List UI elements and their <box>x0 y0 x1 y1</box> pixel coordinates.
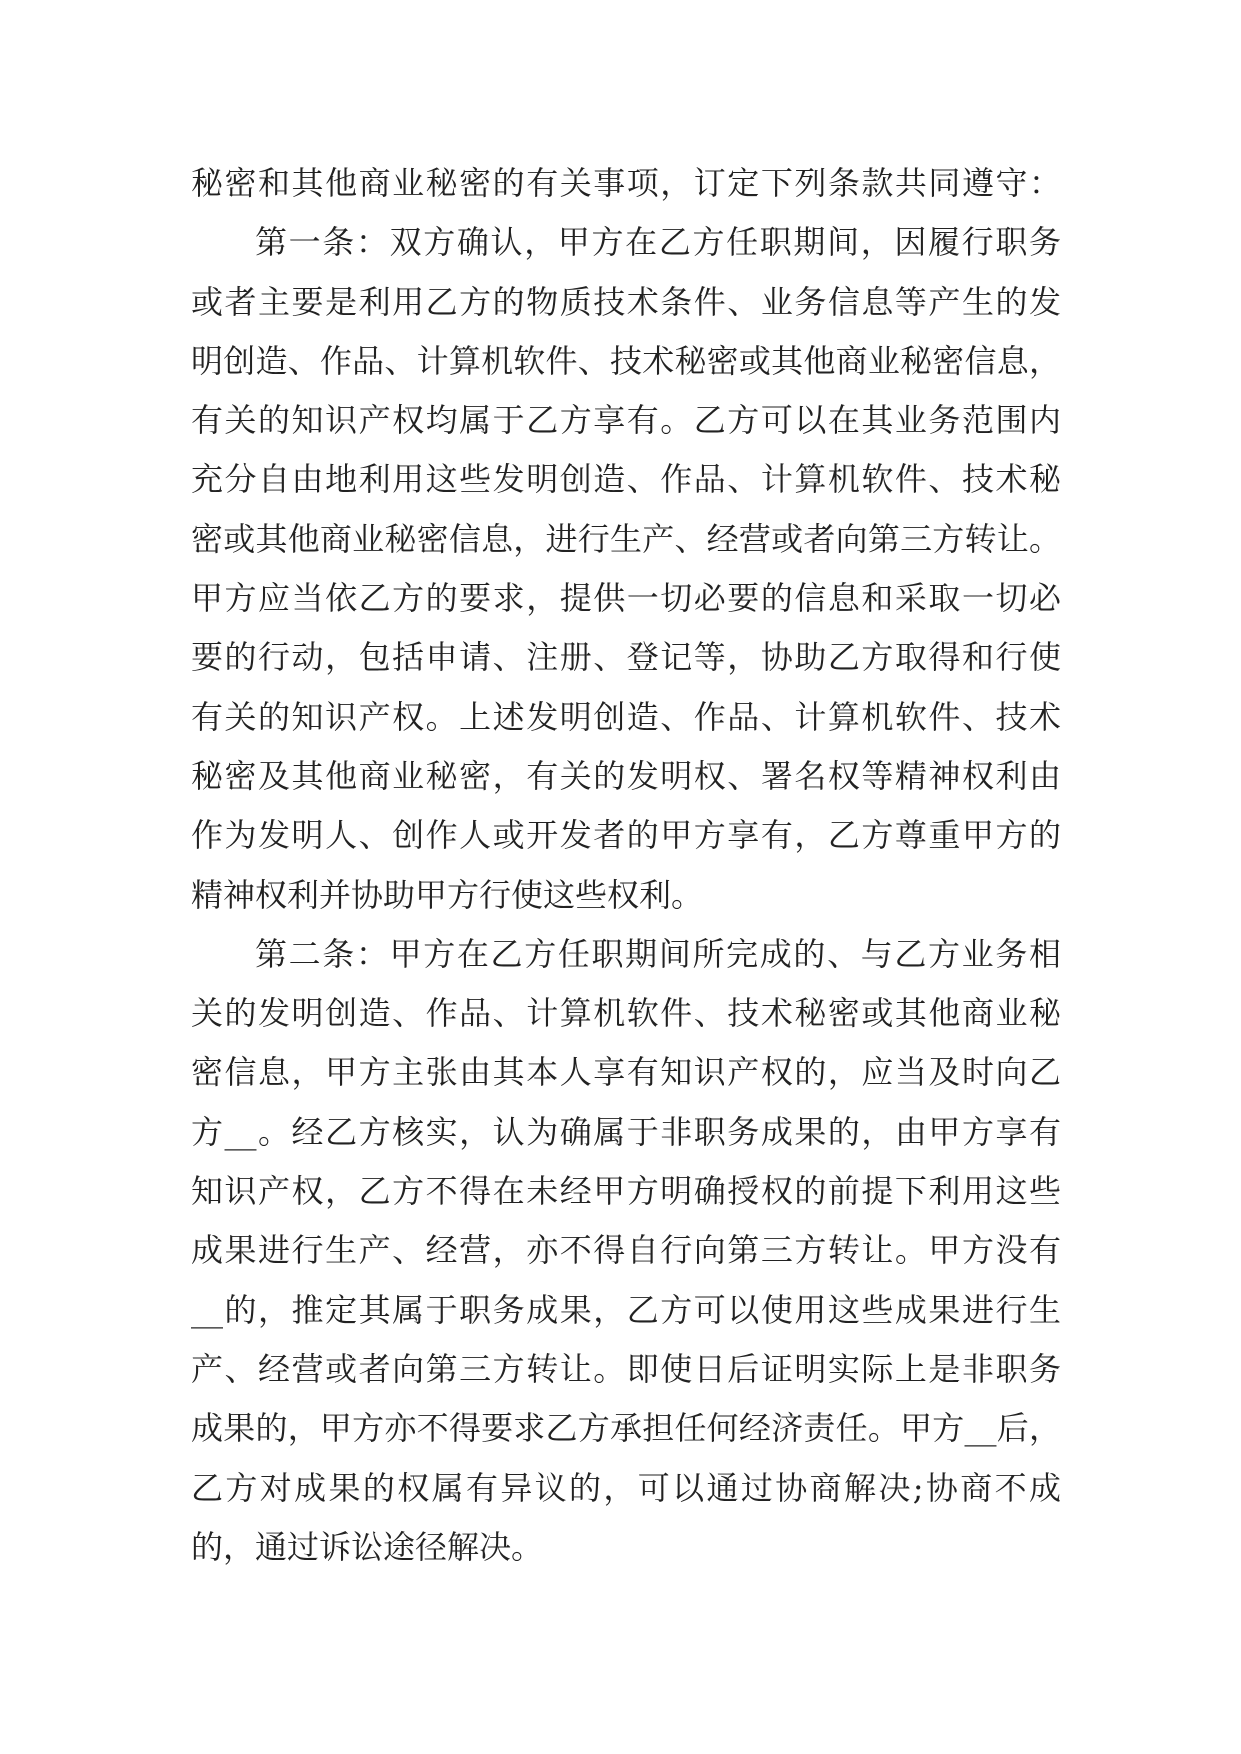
text-line: 密或其他商业秘密信息，进行生产、经营或者向第三方转让。 <box>191 519 1061 558</box>
text-line: 的，通过诉讼途径解决。 <box>191 1527 544 1566</box>
text-line: 充分自由地利用这些发明创造、作品、计算机软件、技术秘 <box>191 460 1061 499</box>
text-line: 甲方应当依乙方的要求，提供一切必要的信息和采取一切必 <box>191 579 1061 618</box>
text-line: 关的发明创造、作品、计算机软件、技术秘密或其他商业秘 <box>191 994 1061 1033</box>
text-line: 明创造、作品、计算机软件、技术秘密或其他商业秘密信息， <box>191 341 1061 380</box>
text-line: 作为发明人、创作人或开发者的甲方享有，乙方尊重甲方的 <box>191 816 1061 855</box>
text-line: __的，推定其属于职务成果，乙方可以使用这些成果进行生 <box>191 1290 1061 1329</box>
text-line: 成果进行生产、经营，亦不得自行向第三方转让。甲方没有 <box>191 1231 1061 1270</box>
text-line: 或者主要是利用乙方的物质技术条件、业务信息等产生的发 <box>191 282 1061 321</box>
document-body <box>191 154 1061 1577</box>
text-line: 有关的知识产权。上述发明创造、作品、计算机软件、技术 <box>191 697 1061 736</box>
text-line: 精神权利并协助甲方行使这些权利。 <box>191 875 704 914</box>
text-line: 秘密和其他商业秘密的有关事项，订定下列条款共同遵守： <box>191 164 1061 202</box>
text-line: 要的行动，包括申请、注册、登记等，协助乙方取得和行使 <box>191 638 1061 677</box>
text-line: 成果的，甲方亦不得要求乙方承担任何经济责任。甲方__后， <box>191 1409 1061 1448</box>
text-line: 产、经营或者向第三方转让。即使日后证明实际上是非职务 <box>191 1349 1061 1388</box>
text-line: 密信息，甲方主张由其本人享有知识产权的，应当及时向乙 <box>191 1053 1061 1092</box>
text-line: 知识产权，乙方不得在未经甲方明确授权的前提下利用这些 <box>191 1172 1061 1211</box>
article-1-first-line: 第一条：双方确认，甲方在乙方任职期间，因履行职务 <box>255 223 1061 262</box>
text-line: 乙方对成果的权属有异议的，可以通过协商解决;协商不成 <box>191 1468 1061 1507</box>
text-line: 方__。经乙方核实，认为确属于非职务成果的，由甲方享有 <box>191 1112 1061 1151</box>
text-line: 有关的知识产权均属于乙方享有。乙方可以在其业务范围内 <box>191 401 1061 440</box>
text-line: 秘密及其他商业秘密，有关的发明权、署名权等精神权利由 <box>191 756 1061 795</box>
article-2-first-line: 第二条：甲方在乙方任职期间所完成的、与乙方业务相 <box>255 934 1061 973</box>
